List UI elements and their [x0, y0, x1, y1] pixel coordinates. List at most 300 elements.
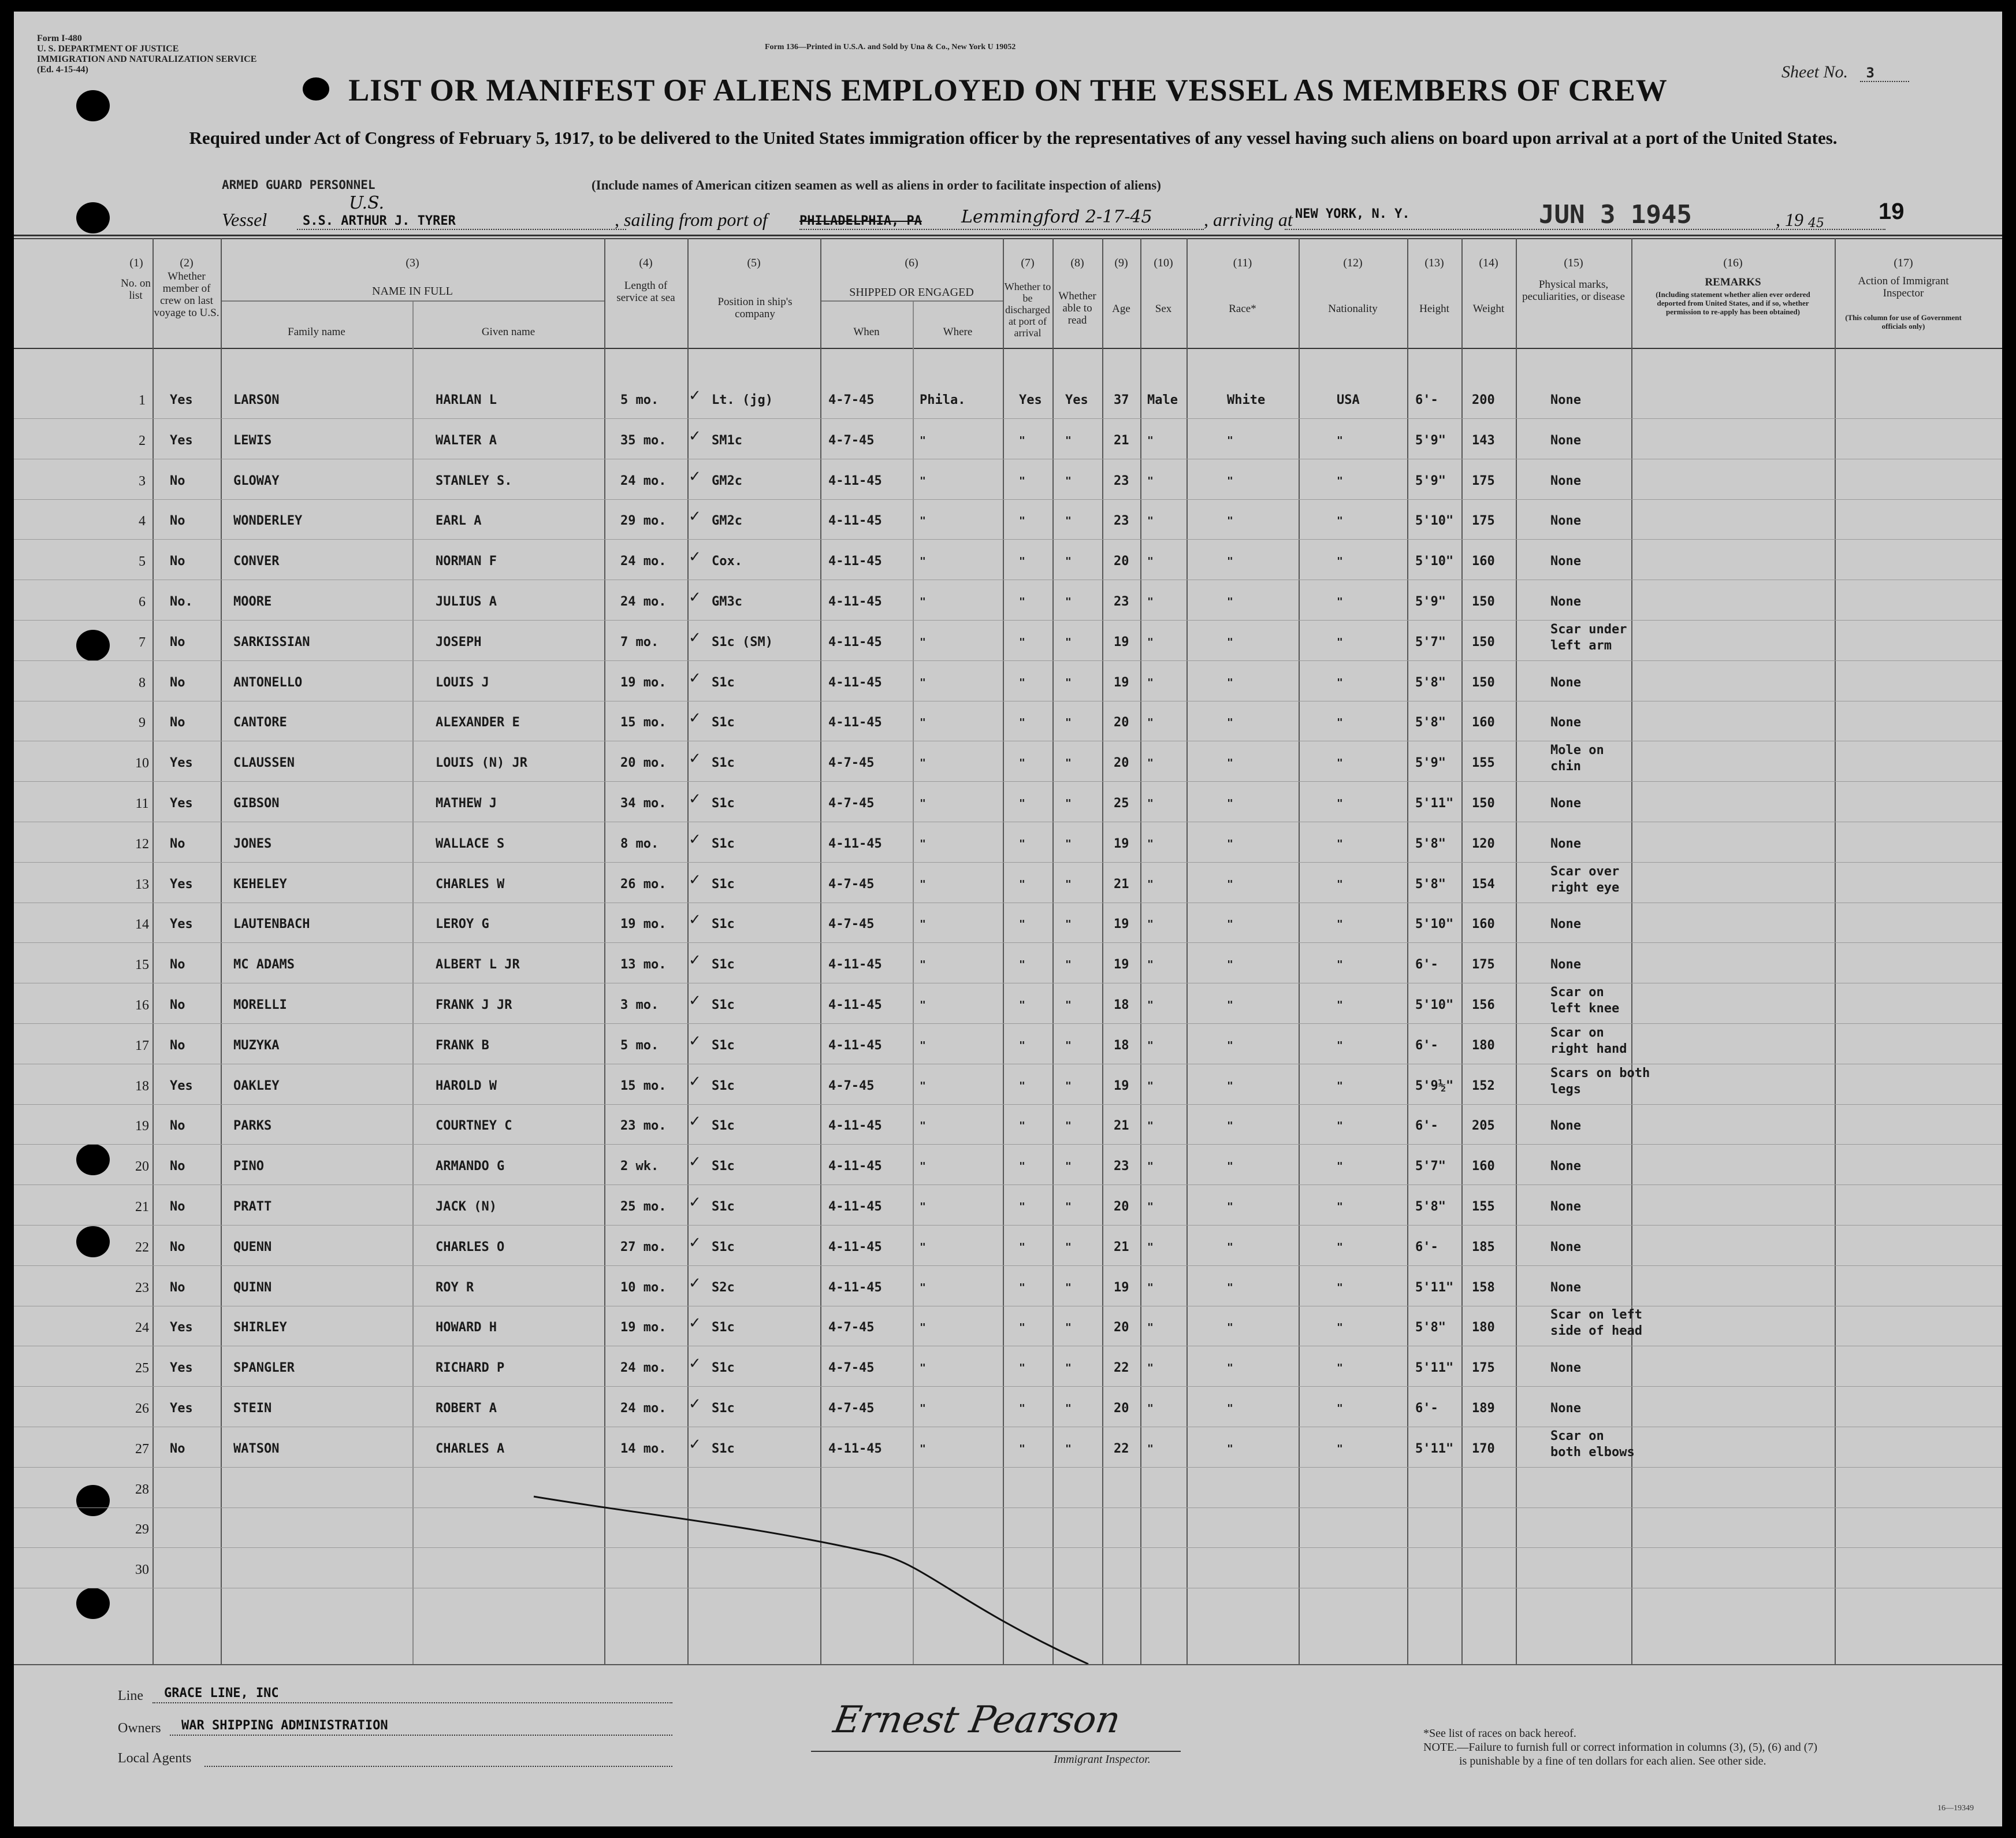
given-name-cell: WALLACE S: [436, 836, 505, 851]
cancel-stroke: [534, 1497, 1088, 1664]
physical-marks-cell: None: [1550, 957, 1581, 972]
shipped-where-cell: ": [920, 434, 926, 447]
manifest-page: [14, 12, 2002, 1826]
sex-cell: ": [1147, 1362, 1154, 1375]
prev-voyage-cell: Yes: [170, 796, 193, 811]
physical-marks-cell: None: [1550, 554, 1581, 569]
shipped-when-cell: 4-11-45: [828, 836, 882, 851]
shipped-when-cell: 4-11-45: [828, 1441, 882, 1456]
age-cell: 23: [1114, 1159, 1129, 1174]
position-cell: S1c: [712, 715, 735, 730]
position-cell: S1c: [712, 1239, 735, 1254]
age-cell: 19: [1114, 957, 1129, 972]
discharge-cell: ": [1019, 1442, 1025, 1455]
position-cell: S1c: [712, 675, 735, 690]
header-rule-top: [14, 235, 2002, 236]
col-divider: [221, 238, 222, 1664]
discharge-cell: ": [1019, 837, 1025, 850]
position-cell: S1c: [712, 1119, 735, 1134]
physical-marks-cell: right eye: [1550, 880, 1620, 895]
family-name-cell: LAUTENBACH: [233, 917, 310, 932]
shipped-where-cell: ": [920, 959, 926, 971]
col-divider: [1516, 238, 1517, 1664]
row-number: 2: [139, 433, 146, 448]
weight-cell: 175: [1472, 473, 1495, 488]
nationality-cell: ": [1337, 1402, 1343, 1414]
height-cell: 5'10": [1415, 998, 1454, 1012]
read-cell: ": [1065, 434, 1072, 447]
sex-cell: ": [1147, 837, 1154, 850]
physical-marks-cell: left knee: [1550, 1001, 1620, 1016]
race-cell: ": [1227, 918, 1233, 931]
col-head-read: Whether able to read: [1058, 290, 1096, 326]
shipped-when-cell: 4-7-45: [828, 393, 875, 407]
prev-voyage-cell: No: [170, 998, 185, 1012]
given-name-cell: RICHARD P: [436, 1361, 505, 1376]
shipped-when-cell: 4-11-45: [828, 1239, 882, 1254]
nationality-cell: ": [1337, 918, 1343, 931]
row-number: 12: [135, 836, 149, 852]
race-cell: ": [1227, 555, 1233, 568]
race-cell: ": [1227, 959, 1233, 971]
nationality-cell: ": [1337, 716, 1343, 729]
shipped-where-cell: ": [920, 716, 926, 729]
height-cell: 5'11": [1415, 1280, 1454, 1295]
read-cell: ": [1065, 1281, 1072, 1294]
shipped-where-cell: ": [920, 918, 926, 931]
physical-marks-cell: right hand: [1550, 1041, 1627, 1056]
physical-marks-cell: Mole on: [1550, 743, 1604, 758]
weight-cell: 156: [1472, 998, 1495, 1012]
shipped-when-cell: 4-11-45: [828, 634, 882, 649]
nationality-cell: ": [1337, 1442, 1343, 1455]
physical-marks-cell: Scar on: [1550, 1025, 1604, 1040]
shipped-where-cell: ": [920, 555, 926, 568]
sex-cell: ": [1147, 757, 1154, 770]
given-name-cell: CHARLES O: [436, 1239, 505, 1254]
shipped-when-cell: 4-7-45: [828, 1320, 875, 1335]
department-label: U. S. DEPARTMENT OF JUSTICE: [37, 44, 179, 54]
sex-cell: ": [1147, 515, 1154, 528]
include-note: (Include names of American citizen seamen as well as aliens in order to facilitate inspection of aliens): [592, 178, 1161, 192]
col-num: (13): [1424, 257, 1444, 269]
discharge-cell: ": [1019, 1079, 1025, 1092]
nationality-cell: ": [1337, 757, 1343, 770]
col-head-prev-voyage: Whether member of crew on last voyage to U.S.: [154, 270, 220, 319]
row-number: 24: [135, 1320, 149, 1336]
shipped-when-cell: 4-11-45: [828, 1119, 882, 1134]
sex-cell: ": [1147, 1039, 1154, 1052]
row-number: 17: [135, 1038, 149, 1053]
prev-voyage-cell: No: [170, 634, 185, 649]
discharge-cell: ": [1019, 676, 1025, 689]
shipped-where-cell: ": [920, 596, 926, 608]
discharge-cell: ": [1019, 918, 1025, 931]
age-cell: 20: [1114, 554, 1129, 569]
position-cell: S1c: [712, 1200, 735, 1214]
given-name-cell: LEROY G: [436, 917, 489, 932]
row-number: 29: [135, 1522, 149, 1538]
line-value: GRACE LINE, INC: [164, 1686, 279, 1700]
age-cell: 23: [1114, 473, 1129, 488]
row-rule: [14, 1023, 2002, 1024]
page-title: LIST OR MANIFEST OF ALIENS EMPLOYED ON THE VESSEL AS MEMBERS OF CREW: [348, 73, 1668, 107]
row-rule: [14, 620, 2002, 621]
row-number: 22: [135, 1239, 149, 1255]
row-number: 28: [135, 1481, 149, 1497]
guard-note: ARMED GUARD PERSONNEL: [222, 178, 375, 192]
col-head-family-name: Family name: [288, 326, 345, 338]
shipped-where-cell: ": [920, 757, 926, 770]
nationality-cell: ": [1337, 1362, 1343, 1375]
owners-value: WAR SHIPPING ADMINISTRATION: [181, 1718, 388, 1733]
shipped-where-cell: ": [920, 1402, 926, 1414]
discharge-cell: ": [1019, 636, 1025, 648]
shipped-when-cell: 4-7-45: [828, 756, 875, 771]
col-num: (2): [180, 257, 194, 269]
height-cell: 5'8": [1415, 877, 1446, 892]
nationality-cell: ": [1337, 797, 1343, 810]
read-cell: ": [1065, 757, 1072, 770]
physical-marks-cell: None: [1550, 473, 1581, 488]
race-cell: ": [1227, 1160, 1233, 1173]
weight-cell: 175: [1472, 1361, 1495, 1376]
cancel-line: [522, 1479, 1111, 1676]
col-divider: [1140, 238, 1141, 1664]
given-name-cell: HARLAN L: [436, 393, 497, 407]
col-divider: [1102, 238, 1103, 1664]
position-cell: S2c: [712, 1280, 735, 1295]
shipped-where-cell: ": [920, 999, 926, 1011]
read-cell: ": [1065, 1079, 1072, 1092]
prev-voyage-cell: Yes: [170, 917, 193, 932]
service-length-cell: 19 mo.: [620, 675, 667, 690]
height-cell: 6'-: [1415, 1239, 1438, 1254]
weight-cell: 152: [1472, 1078, 1495, 1093]
nationality-cell: ": [1337, 1281, 1343, 1294]
race-cell: ": [1227, 797, 1233, 810]
position-cell: S1c: [712, 877, 735, 892]
col-head-weight: Weight: [1472, 303, 1505, 315]
arriving-underline: [1285, 229, 1885, 230]
col-num: (14): [1479, 257, 1498, 269]
read-cell: ": [1065, 1120, 1072, 1132]
weight-cell: 150: [1472, 675, 1495, 690]
check-mark-icon: ✓: [689, 387, 701, 404]
weight-cell: 150: [1472, 796, 1495, 811]
age-cell: 22: [1114, 1361, 1129, 1376]
col-head-inspector-note: (This column for use of Government officials only): [1845, 313, 1962, 331]
sex-cell: ": [1147, 555, 1154, 568]
vessel-name: S.S. ARTHUR J. TYRER: [303, 214, 456, 228]
prev-voyage-cell: Yes: [170, 1320, 193, 1335]
family-name-cell: MORELLI: [233, 998, 287, 1012]
shipped-when-cell: 4-7-45: [828, 796, 875, 811]
weight-cell: 160: [1472, 554, 1495, 569]
vessel-handwritten-note: U.S.: [349, 193, 385, 213]
sailing-underline: [799, 229, 1204, 230]
prev-voyage-cell: No: [170, 554, 185, 569]
sex-cell: ": [1147, 918, 1154, 931]
arriving-label: , arriving at: [1204, 209, 1293, 230]
shipped-where-cell: ": [920, 797, 926, 810]
age-cell: 21: [1114, 877, 1129, 892]
race-cell: ": [1227, 1442, 1233, 1455]
sheet-number: 3: [1860, 65, 1909, 82]
col-num: (4): [639, 257, 653, 269]
family-name-cell: GIBSON: [233, 796, 280, 811]
race-cell: ": [1227, 1241, 1233, 1253]
service-length-cell: 15 mo.: [620, 1078, 667, 1093]
nationality-cell: ": [1337, 1201, 1343, 1213]
inspector-signature: Ernest Pearson: [830, 1699, 1124, 1742]
physical-marks-cell: side of head: [1550, 1324, 1642, 1339]
read-cell: ": [1065, 1362, 1072, 1375]
nationality-cell: ": [1337, 1079, 1343, 1092]
discharge-cell: ": [1019, 1321, 1025, 1334]
arriving-port: NEW YORK, N. Y.: [1295, 207, 1410, 221]
weight-cell: 150: [1472, 634, 1495, 649]
family-name-cell: CLAUSSEN: [233, 756, 295, 771]
weight-cell: 160: [1472, 1159, 1495, 1174]
discharge-cell: ": [1019, 959, 1025, 971]
check-mark-icon: ✓: [689, 669, 701, 687]
row-number: 23: [135, 1280, 149, 1295]
read-cell: ": [1065, 878, 1072, 890]
row-rule: [14, 418, 2002, 419]
discharge-cell: ": [1019, 474, 1025, 487]
col-num: (9): [1114, 257, 1128, 269]
service-length-cell: 23 mo.: [620, 1119, 667, 1134]
col-head-service: Length of service at sea: [616, 280, 675, 304]
col-num: (3): [406, 257, 419, 269]
sex-cell: ": [1147, 1281, 1154, 1294]
read-cell: ": [1065, 1321, 1072, 1334]
nationality-cell: ": [1337, 434, 1343, 447]
read-cell: ": [1065, 676, 1072, 689]
discharge-cell: ": [1019, 1201, 1025, 1213]
given-name-cell: STANLEY S.: [436, 473, 512, 488]
discharge-cell: ": [1019, 878, 1025, 890]
age-cell: 18: [1114, 1038, 1129, 1053]
check-mark-icon: ✓: [689, 1072, 701, 1090]
age-cell: 20: [1114, 1401, 1129, 1416]
height-cell: 5'11": [1415, 796, 1454, 811]
row-number: 30: [135, 1562, 149, 1578]
position-cell: S1c: [712, 917, 735, 932]
year-label: , 19: [1776, 209, 1803, 230]
physical-marks-cell: None: [1550, 715, 1581, 730]
nationality-cell: ": [1337, 474, 1343, 487]
position-cell: S1c: [712, 1038, 735, 1053]
shipped-when-cell: 4-11-45: [828, 675, 882, 690]
age-cell: 18: [1114, 998, 1129, 1012]
prev-voyage-cell: No: [170, 1119, 185, 1134]
height-cell: 5'10": [1415, 917, 1454, 932]
service-length-cell: 3 mo.: [620, 998, 659, 1012]
sex-cell: Male: [1147, 393, 1178, 407]
race-cell: ": [1227, 837, 1233, 850]
read-cell: Yes: [1065, 393, 1088, 407]
discharge-cell: ": [1019, 434, 1025, 447]
read-cell: ": [1065, 959, 1072, 971]
physical-marks-cell: Scars on both: [1550, 1065, 1650, 1080]
sex-cell: ": [1147, 676, 1154, 689]
sex-cell: ": [1147, 1321, 1154, 1334]
read-cell: ": [1065, 716, 1072, 729]
position-cell: S1c: [712, 836, 735, 851]
race-cell: ": [1227, 1281, 1233, 1294]
race-cell: ": [1227, 999, 1233, 1011]
height-cell: 5'10": [1415, 514, 1454, 529]
physical-marks-cell: None: [1550, 1361, 1581, 1376]
note-line: *See list of races on back hereof.: [1423, 1727, 1576, 1740]
col-divider: [1299, 238, 1300, 1664]
shipped-when-cell: 4-11-45: [828, 1038, 882, 1053]
height-cell: 5'11": [1415, 1441, 1454, 1456]
row-number: 26: [135, 1401, 149, 1416]
form-identifier: [37, 34, 360, 75]
row-number: 6: [139, 595, 146, 610]
shipped-where-cell: ": [920, 837, 926, 850]
nationality-cell: ": [1337, 959, 1343, 971]
row-number: 1: [139, 393, 146, 408]
given-name-cell: WALTER A: [436, 433, 497, 448]
physical-marks-cell: None: [1550, 514, 1581, 529]
height-cell: 6'-: [1415, 1119, 1438, 1134]
shipped-where-cell: ": [920, 1241, 926, 1253]
read-cell: ": [1065, 515, 1072, 528]
row-rule: [14, 942, 2002, 943]
col-divider: [1186, 238, 1188, 1664]
position-cell: S1c: [712, 796, 735, 811]
service-length-cell: 24 mo.: [620, 554, 667, 569]
col-divider: [412, 300, 414, 1664]
col-num: (5): [747, 257, 761, 269]
check-mark-icon: ✓: [689, 1194, 701, 1211]
check-mark-icon: ✓: [689, 1032, 701, 1050]
owners-underline: [170, 1735, 672, 1736]
age-cell: 37: [1114, 393, 1129, 407]
height-cell: 5'7": [1415, 1159, 1446, 1174]
col-num: (16): [1723, 257, 1743, 269]
prev-voyage-cell: No: [170, 473, 185, 488]
given-name-cell: EARL A: [436, 514, 482, 529]
height-cell: 5'11": [1415, 1361, 1454, 1376]
check-mark-icon: ✓: [689, 427, 701, 445]
race-cell: ": [1227, 474, 1233, 487]
sailing-label: , sailing from port of: [615, 209, 768, 230]
service-length-cell: 10 mo.: [620, 1280, 667, 1295]
read-cell: ": [1065, 474, 1072, 487]
read-cell: ": [1065, 797, 1072, 810]
height-cell: 5'9": [1415, 433, 1446, 448]
shipped-when-cell: 4-11-45: [828, 473, 882, 488]
age-cell: 19: [1114, 634, 1129, 649]
shipped-where-cell: ": [920, 1079, 926, 1092]
row-number: 16: [135, 998, 149, 1013]
physical-marks-cell: legs: [1550, 1082, 1581, 1097]
prev-voyage-cell: Yes: [170, 1078, 193, 1093]
shipped-when-cell: 4-11-45: [828, 1280, 882, 1295]
shipped-where-cell: ": [920, 1160, 926, 1173]
height-cell: 5'9": [1415, 756, 1446, 771]
race-cell: ": [1227, 878, 1233, 890]
age-cell: 19: [1114, 1280, 1129, 1295]
read-cell: ": [1065, 1241, 1072, 1253]
discharge-cell: ": [1019, 1039, 1025, 1052]
given-name-cell: HAROLD W: [436, 1078, 497, 1093]
discharge-cell: ": [1019, 999, 1025, 1011]
physical-marks-cell: None: [1550, 1200, 1581, 1214]
check-mark-icon: ✓: [689, 952, 701, 970]
race-cell: ": [1227, 1321, 1233, 1334]
race-cell: ": [1227, 1120, 1233, 1132]
footer-notes: [1423, 1726, 1978, 1768]
prev-voyage-cell: Yes: [170, 433, 193, 448]
weight-cell: 185: [1472, 1239, 1495, 1254]
sex-cell: ": [1147, 1241, 1154, 1253]
service-length-cell: 5 mo.: [620, 393, 659, 407]
check-mark-icon: ✓: [689, 871, 701, 889]
physical-marks-cell: Scar over: [1550, 864, 1620, 879]
read-cell: ": [1065, 1201, 1072, 1213]
given-name-cell: COURTNEY C: [436, 1119, 512, 1134]
row-number: 18: [135, 1078, 149, 1094]
check-mark-icon: ✓: [689, 508, 701, 526]
family-name-cell: PARKS: [233, 1119, 272, 1134]
nationality-cell: ": [1337, 1241, 1343, 1253]
col-num: (1): [129, 257, 143, 269]
row-number: 9: [139, 715, 146, 731]
read-cell: ": [1065, 596, 1072, 608]
nationality-cell: ": [1337, 636, 1343, 648]
given-name-cell: MATHEW J: [436, 796, 497, 811]
family-name-cell: CONVER: [233, 554, 280, 569]
col-divider: [1461, 238, 1463, 1664]
year-value: 45: [1808, 216, 1824, 231]
col-head-remarks: REMARKS: [1705, 276, 1761, 288]
check-mark-icon: ✓: [689, 1435, 701, 1453]
form-number: Form I-480: [37, 34, 82, 43]
check-mark-icon: ✓: [689, 1274, 701, 1292]
physical-marks-cell: left arm: [1550, 638, 1612, 653]
row-number: 20: [135, 1159, 149, 1175]
height-cell: 5'9": [1415, 473, 1446, 488]
physical-marks-cell: Scar under: [1550, 622, 1627, 637]
prev-voyage-cell: Yes: [170, 877, 193, 892]
position-cell: S1c: [712, 1078, 735, 1093]
family-name-cell: CANTORE: [233, 715, 287, 730]
race-cell: ": [1227, 515, 1233, 528]
col-divider: [1003, 238, 1004, 1664]
weight-cell: 158: [1472, 1280, 1495, 1295]
race-cell: ": [1227, 1079, 1233, 1092]
service-length-cell: 13 mo.: [620, 957, 667, 972]
shipped-when-cell: 4-11-45: [828, 957, 882, 972]
col-head-age: Age: [1112, 303, 1130, 315]
read-cell: ": [1065, 636, 1072, 648]
shipped-where-cell: ": [920, 1442, 926, 1455]
physical-marks-cell: both elbows: [1550, 1445, 1635, 1460]
sex-cell: ": [1147, 878, 1154, 890]
nationality-cell: ": [1337, 676, 1343, 689]
race-cell: ": [1227, 1402, 1233, 1414]
race-cell: ": [1227, 596, 1233, 608]
col-head-position: Position in ship's company: [717, 296, 793, 320]
edition-label: (Ed. 4-15-44): [37, 65, 88, 75]
col-head-discharged: Whether to be discharged at port of arrival: [1004, 281, 1051, 339]
